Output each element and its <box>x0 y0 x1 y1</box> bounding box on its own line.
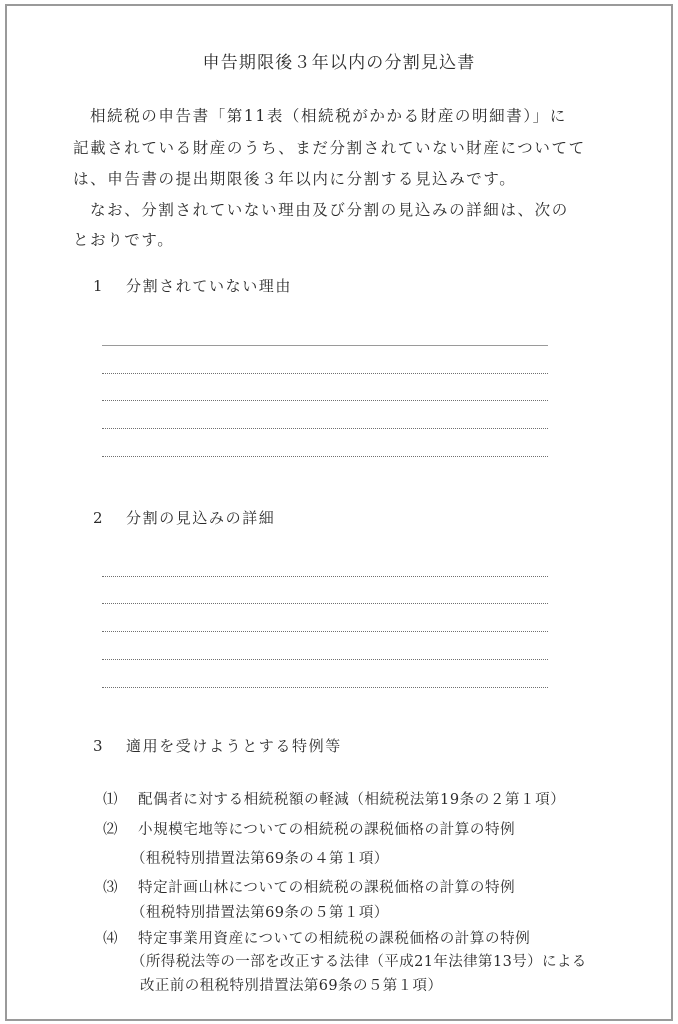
special-item-3-text: 特定計画山林についての相続税の課税価格の計算の特例 <box>138 880 516 896</box>
special-item-1-marker: ⑴ <box>103 792 118 808</box>
special-item-4-marker: ⑷ <box>103 931 118 947</box>
section-3-heading: 適用を受けようとする特例等 <box>126 737 342 755</box>
section-2-number: 2 <box>93 509 103 527</box>
intro-line-3: は、申告書の提出期限後３年以内に分割する見込みです。 <box>73 170 517 188</box>
special-item-2-citation: （租税特別措置法第69条の４第１項） <box>131 851 389 867</box>
section-2-blank-line-2[interactable] <box>102 603 548 604</box>
intro-line-4: なお、分割されていない理由及び分割の見込みの詳細は、次の <box>90 201 569 219</box>
special-item-2-marker: ⑵ <box>103 822 118 838</box>
special-item-4-citation-line-1: （所得税法等の一部を改正する法律（平成21年法律第13号）による <box>131 954 587 970</box>
section-1-blank-line-2[interactable] <box>102 373 548 374</box>
special-item-2-text: 小規模宅地等についての相続税の課税価格の計算の特例 <box>138 822 516 838</box>
section-3-number: 3 <box>93 737 103 755</box>
document-title: 申告期限後３年以内の分割見込書 <box>202 53 476 73</box>
intro-line-1: 相続税の申告書「第11表（相続税がかかる財産の明細書）」に <box>90 107 567 125</box>
section-2-blank-line-4[interactable] <box>102 659 548 660</box>
special-item-3-marker: ⑶ <box>103 880 118 896</box>
section-1-blank-line-3[interactable] <box>102 400 548 401</box>
section-1-blank-line-1[interactable] <box>102 345 548 346</box>
section-1-number: 1 <box>93 277 103 295</box>
section-1-blank-line-4[interactable] <box>102 428 548 429</box>
section-2-blank-line-5[interactable] <box>102 687 548 688</box>
section-1-blank-line-5[interactable] <box>102 456 548 457</box>
special-item-4-citation-line-2: 改正前の租税特別措置法第69条の５第１項） <box>140 978 443 994</box>
section-2-blank-line-1[interactable] <box>102 576 548 577</box>
special-item-4-text: 特定事業用資産についての相続税の課税価格の計算の特例 <box>138 931 531 947</box>
special-item-1-text: 配偶者に対する相続税額の軽減（相続税法第19条の２第１項） <box>138 792 566 808</box>
section-1-heading: 分割されていない理由 <box>126 277 293 295</box>
intro-line-5: とおりです。 <box>73 231 175 249</box>
section-2-heading: 分割の見込みの詳細 <box>126 509 276 527</box>
special-item-3-citation: （租税特別措置法第69条の５第１項） <box>131 905 389 921</box>
intro-line-2: 記載されている財産のうち、まだ分割されていない財産についてて <box>73 139 586 157</box>
section-2-blank-line-3[interactable] <box>102 631 548 632</box>
